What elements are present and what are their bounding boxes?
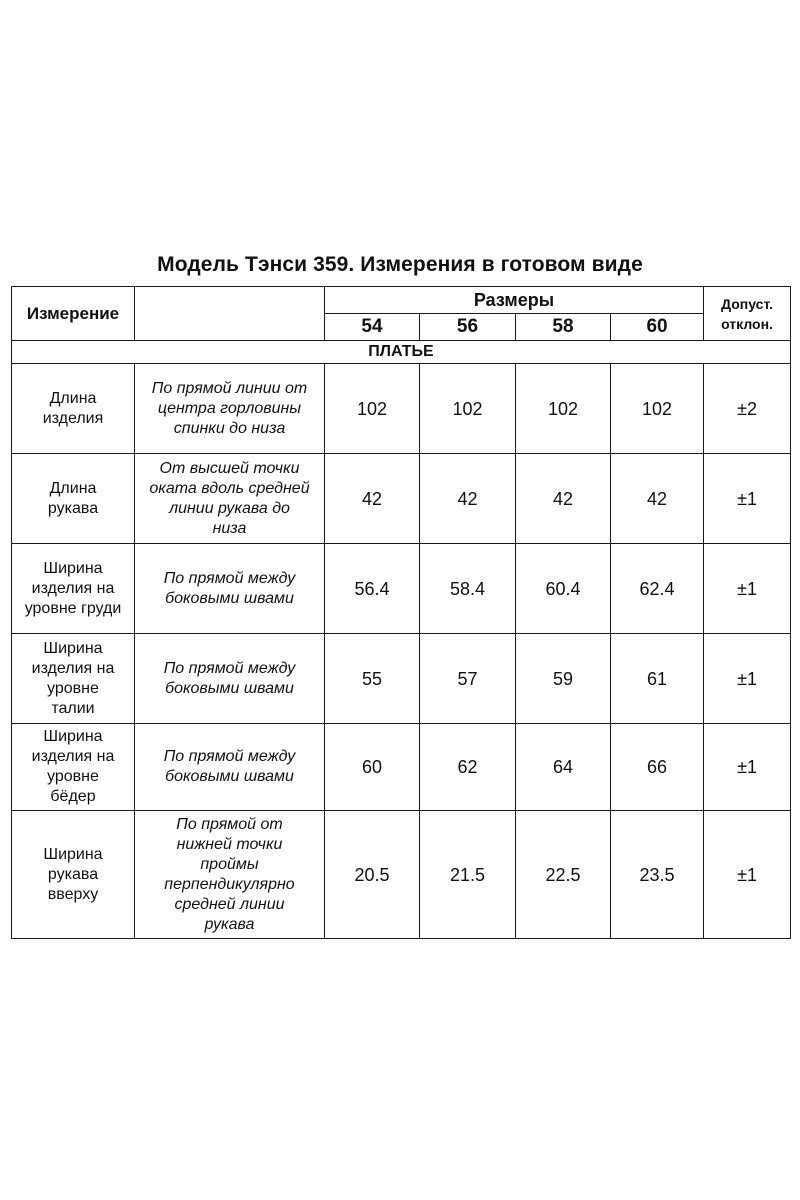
measurement-name-line: изделия на	[31, 748, 115, 765]
size-value-cell: 23.5	[611, 811, 704, 939]
measurement-description-line: нижней точки	[176, 835, 283, 853]
size-header-cell: 60	[611, 314, 704, 341]
size-value-cell: 62.4	[611, 544, 704, 634]
measurement-description-line: По прямой между	[163, 569, 296, 587]
size-value-cell: 102	[516, 364, 611, 454]
measurement-name-line: рукава	[47, 865, 99, 883]
size-value-cell: 60.4	[516, 544, 611, 634]
table-row	[12, 544, 791, 634]
table-row	[12, 724, 791, 811]
tolerance-value-cell: ±1	[704, 724, 791, 811]
table-row	[12, 811, 791, 939]
size-header-cell: 56	[420, 314, 516, 341]
measurement-name-cell	[12, 544, 135, 634]
tolerance-value-cell: ±1	[704, 634, 791, 724]
size-value-cell: 102	[611, 364, 704, 454]
size-value-cell: 42	[611, 454, 704, 544]
measurement-name-line: изделия на	[31, 579, 115, 597]
measurement-name-line: Длина	[49, 389, 97, 407]
size-value-cell: 56.4	[325, 544, 420, 634]
measurement-description-cell	[135, 454, 325, 544]
page-title: Модель Тэнси 359. Измерения в готовом виде	[157, 253, 643, 276]
measurement-description-cell	[135, 544, 325, 634]
measurement-description-line: По прямой между	[163, 659, 296, 677]
section-title: ПЛАТЬЕ	[12, 341, 791, 364]
measurement-name-line: Длина	[49, 479, 97, 497]
size-value-cell: 61	[611, 634, 704, 724]
measurement-name-cell	[12, 634, 135, 724]
sizes-column-header: Размеры	[325, 287, 704, 314]
measurement-name-cell	[12, 454, 135, 544]
size-value-cell: 60	[325, 724, 420, 811]
tolerance-column-header	[704, 287, 791, 341]
measurement-name-line: уровне	[47, 768, 99, 785]
tolerance-value-cell: ±1	[704, 544, 791, 634]
measurement-name-line: Ширина	[43, 845, 103, 863]
measurement-description-line: проймы	[200, 855, 259, 873]
measurement-table	[11, 286, 791, 939]
measurement-description-line: боковыми швами	[165, 679, 294, 697]
measurement-description-cell	[135, 364, 325, 454]
measurement-name-line: Ширина	[43, 559, 103, 577]
tolerance-value-cell: ±1	[704, 811, 791, 939]
measurement-description-line: перпендикулярно	[164, 875, 295, 893]
measurement-description-line: оката вдоль средней	[149, 479, 310, 497]
size-value-cell: 57	[420, 634, 516, 724]
measurement-description-line: По прямой между	[163, 748, 296, 765]
measurement-description-line: От высшей точки	[159, 459, 300, 477]
size-header-cell: 58	[516, 314, 611, 341]
tolerance-value-cell: ±2	[704, 364, 791, 454]
size-value-cell: 102	[325, 364, 420, 454]
size-value-cell: 62	[420, 724, 516, 811]
measurement-name-line: уровне	[47, 679, 99, 697]
measurement-name-line: талии	[51, 699, 95, 717]
size-value-cell: 55	[325, 634, 420, 724]
measurement-name-line: изделия	[42, 409, 104, 427]
table-body	[12, 364, 791, 939]
measurement-description-line: По прямой линии от	[151, 379, 308, 397]
tolerance-header-line: отклон.	[721, 315, 773, 332]
size-header-cell: 54	[325, 314, 420, 341]
measurement-name-cell	[12, 364, 135, 454]
table-row	[12, 634, 791, 724]
size-value-cell: 102	[420, 364, 516, 454]
size-value-cell: 42	[420, 454, 516, 544]
measurement-description-line: боковыми швами	[165, 768, 294, 785]
description-column-header	[135, 287, 325, 341]
measurement-description-cell	[135, 811, 325, 939]
measurement-description-line: спинки до низа	[173, 419, 286, 437]
size-value-cell: 22.5	[516, 811, 611, 939]
table-row	[12, 454, 791, 544]
measurement-description-cell	[135, 634, 325, 724]
measurement-description-line: линии рукава до	[169, 499, 290, 517]
measurement-name-line: рукава	[47, 499, 99, 517]
size-value-cell: 59	[516, 634, 611, 724]
size-value-cell: 64	[516, 724, 611, 811]
measurement-description-line: низа	[212, 519, 247, 537]
size-value-cell: 42	[325, 454, 420, 544]
size-value-cell: 21.5	[420, 811, 516, 939]
measurement-name-line: Ширина	[43, 728, 103, 745]
measurement-description-line: рукава	[204, 915, 255, 933]
table-row	[12, 364, 791, 454]
size-value-cell: 66	[611, 724, 704, 811]
measurement-name-line: Ширина	[43, 639, 103, 657]
tolerance-header-line: Допуст.	[721, 295, 773, 312]
measurement-description-line: По прямой от	[176, 815, 283, 833]
measurement-description-line: центра горловины	[157, 399, 302, 417]
size-value-cell: 58.4	[420, 544, 516, 634]
measurement-description-line: боковыми швами	[165, 589, 294, 607]
measurement-name-cell	[12, 811, 135, 939]
measurement-name-line: уровне груди	[24, 599, 122, 617]
measurement-name-cell	[12, 724, 135, 811]
measure-column-header: Измерение	[12, 287, 135, 341]
measurement-name-line: бёдер	[50, 788, 96, 805]
size-value-cell: 20.5	[325, 811, 420, 939]
measurement-name-line: изделия на	[31, 659, 115, 677]
measurement-name-line: вверху	[47, 885, 99, 903]
tolerance-value-cell: ±1	[704, 454, 791, 544]
measurement-description-cell	[135, 724, 325, 811]
measurement-description-line: средней линии	[174, 895, 285, 913]
size-value-cell: 42	[516, 454, 611, 544]
